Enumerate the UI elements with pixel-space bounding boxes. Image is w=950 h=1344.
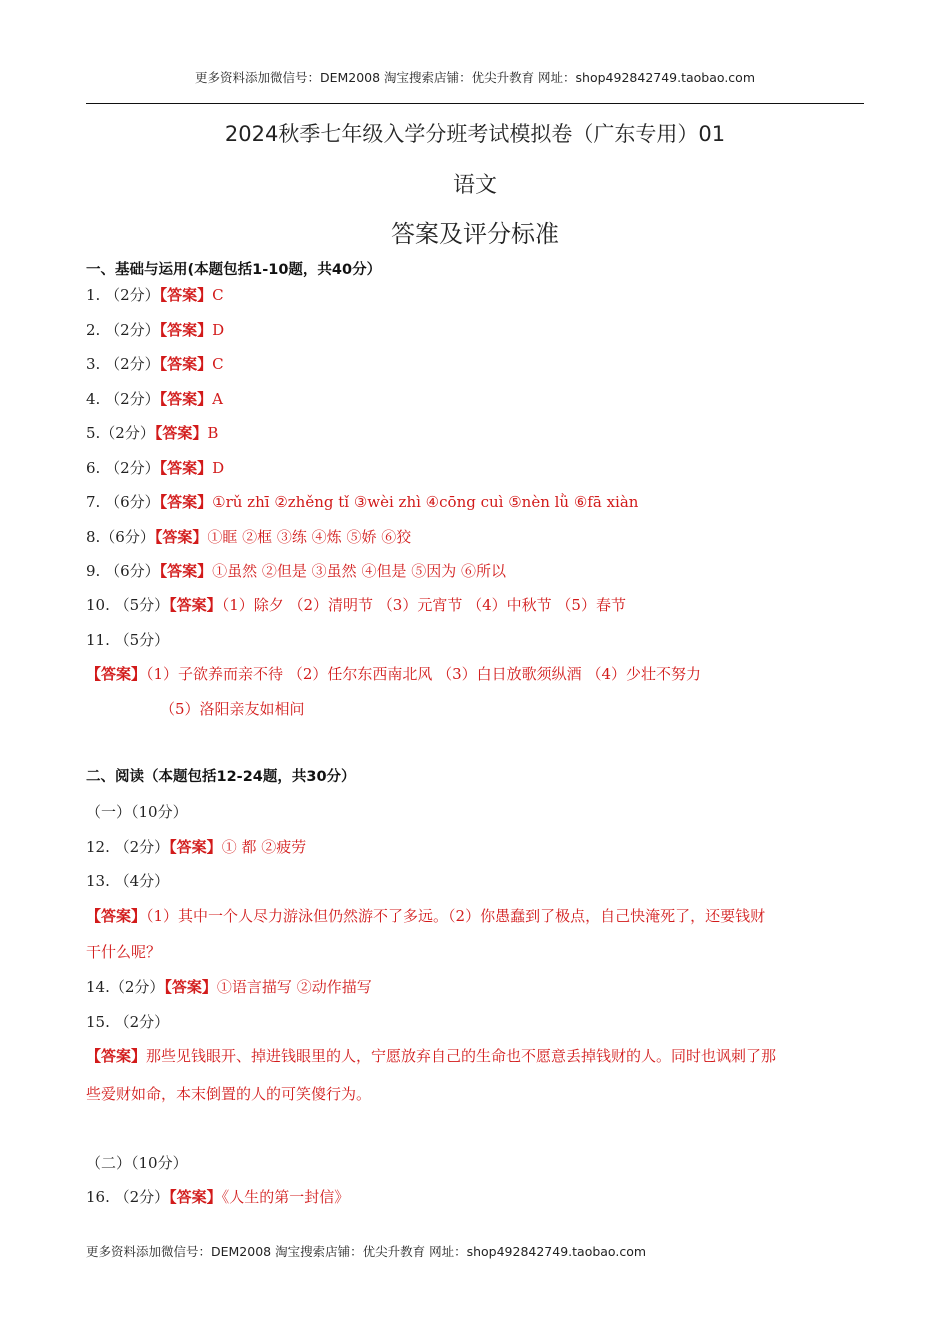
answer-row-q2: [86, 320, 224, 340]
question-prefix: 3. （2分）: [86, 355, 160, 373]
answer-row-q5: [86, 423, 218, 443]
header-note: 更多资料添加微信号：DEM2008 淘宝搜索店铺：优尖升教育 网址：shop492842749.taobao.com: [194, 70, 756, 85]
footer-note: 更多资料添加微信号：DEM2008 淘宝搜索店铺：优尖升教育 网址：shop492842749.taobao.com: [86, 1244, 647, 1259]
answer-row-q15-line2: [86, 1084, 371, 1104]
answer-row-q3: [86, 354, 224, 374]
answer-text: D: [212, 459, 225, 477]
answer-text: C: [212, 286, 224, 304]
part1-heading: [86, 802, 188, 822]
answer-text: （1）子欲养而亲不待 （2）任尔东西南北风 （3）白日放歌须纵酒 （4）少壮不努力: [146, 665, 701, 683]
answer-row-q13-line2: [86, 942, 161, 962]
answer-tag: 【答案】: [159, 390, 213, 408]
answer-row-q7: [86, 492, 638, 512]
subject-title: 语文: [452, 173, 497, 198]
question-prefix: 4. （2分）: [86, 390, 160, 408]
answer-text: 些爱财如命，本末倒置的人的可笑傻行为。: [86, 1085, 372, 1103]
question-prefix: 1. （2分）: [86, 286, 160, 304]
answer-tag: 【答案】: [86, 665, 147, 683]
answer-text: B: [207, 424, 219, 442]
answer-text: 干什么呢？: [86, 943, 162, 961]
answer-row-q12: [86, 837, 306, 857]
answer-text: ①rǔ zhī ②zhěng tǐ ③wèi zhì ④cōng cuì ⑤nèn lǜ ⑥fā xiàn: [212, 493, 639, 511]
answer-row-q10: [86, 595, 626, 615]
answer-text: 《人生的第一封信》: [221, 1188, 350, 1206]
answer-row-q11: [86, 630, 169, 650]
answer-text: C: [212, 355, 224, 373]
question-prefix: 13. （4分）: [86, 872, 170, 890]
question-prefix: 10. （5分）: [86, 596, 170, 614]
answer-row-q14: [86, 977, 372, 997]
answer-tag: 【答案】: [169, 838, 222, 856]
answer-text: （1）其中一个人尽力游泳但仍然游不了多远。（2）你愚蠢到了极点，自己快淹死了，还要钱财: [146, 907, 766, 925]
question-prefix: 11. （5分）: [86, 631, 170, 649]
answer-tag: 【答案】: [169, 596, 222, 614]
answer-text: ① 都 ②疲劳: [221, 838, 307, 856]
answer-tag: 【答案】: [169, 1188, 222, 1206]
answer-text: （1）除夕 （2）清明节 （3）元宵节 （4）中秋节 （5）春节: [221, 596, 626, 614]
answer-row-q15-line1: [86, 1046, 776, 1066]
answer-text: D: [212, 321, 225, 339]
answer-row-q9: [86, 561, 506, 581]
question-prefix: 7. （6分）: [86, 493, 160, 511]
answer-text: ①语言描写 ②动作描写: [216, 978, 372, 996]
answer-tag: 【答案】: [164, 978, 217, 996]
part-label: （一）（10分）: [86, 803, 188, 821]
answer-row-q11-line2: [160, 699, 305, 719]
part-label: （二）（10分）: [86, 1154, 188, 1172]
question-prefix: 15. （2分）: [86, 1013, 170, 1031]
answer-tag: 【答案】: [159, 459, 213, 477]
answer-text: （5）洛阳亲友如相问: [160, 700, 305, 718]
question-prefix: 16. （2分）: [86, 1188, 170, 1206]
question-prefix: 5.（2分）: [86, 424, 155, 442]
answer-row-q1: [86, 285, 224, 305]
answer-tag: 【答案】: [86, 1047, 147, 1065]
answer-text: ①虽然 ②但是 ③虽然 ④但是 ⑤因为 ⑥所以: [212, 562, 506, 580]
answer-row-q13: [86, 871, 169, 891]
question-prefix: 8.（6分）: [86, 528, 155, 546]
section2-heading: 二、阅读（本题包括12-24题，共30分）: [86, 769, 356, 785]
document-title: 2024秋季七年级入学分班考试模拟卷（广东专用）01: [224, 122, 726, 146]
answer-row-q8: [86, 527, 411, 547]
answer-tag: 【答案】: [86, 907, 147, 925]
answer-tag: 【答案】: [154, 528, 208, 546]
answer-text: A: [212, 390, 223, 408]
question-prefix: 12. （2分）: [86, 838, 170, 856]
answer-row-q6: [86, 458, 224, 478]
answer-row-q13-line1: [86, 906, 765, 926]
answer-text: 那些见钱眼开、掉进钱眼里的人，宁愿放弃自己的生命也不愿意丢掉钱财的人。同时也讽刺了那: [146, 1047, 777, 1065]
answer-tag: 【答案】: [159, 355, 213, 373]
answer-row-q16: [86, 1187, 349, 1207]
part2-heading: [86, 1153, 188, 1173]
question-prefix: 6. （2分）: [86, 459, 160, 477]
answer-tag: 【答案】: [154, 424, 208, 442]
answer-row-q4: [86, 389, 223, 409]
answer-tag: 【答案】: [159, 321, 213, 339]
answer-tag: 【答案】: [159, 286, 213, 304]
question-prefix: 9. （6分）: [86, 562, 160, 580]
section1-heading: 一、基础与运用(本题包括1-10题，共40分）: [86, 262, 382, 278]
answer-tag: 【答案】: [159, 562, 213, 580]
answer-row-q15: [86, 1012, 169, 1032]
question-prefix: 2. （2分）: [86, 321, 160, 339]
subtitle: 答案及评分标准: [391, 220, 559, 248]
header-divider: [86, 103, 864, 104]
answer-text: ①眶 ②框 ③练 ④炼 ⑤娇 ⑥狡: [207, 528, 412, 546]
answer-row-q11-line1: [86, 664, 701, 684]
question-prefix: 14.（2分）: [86, 978, 165, 996]
answer-tag: 【答案】: [159, 493, 213, 511]
